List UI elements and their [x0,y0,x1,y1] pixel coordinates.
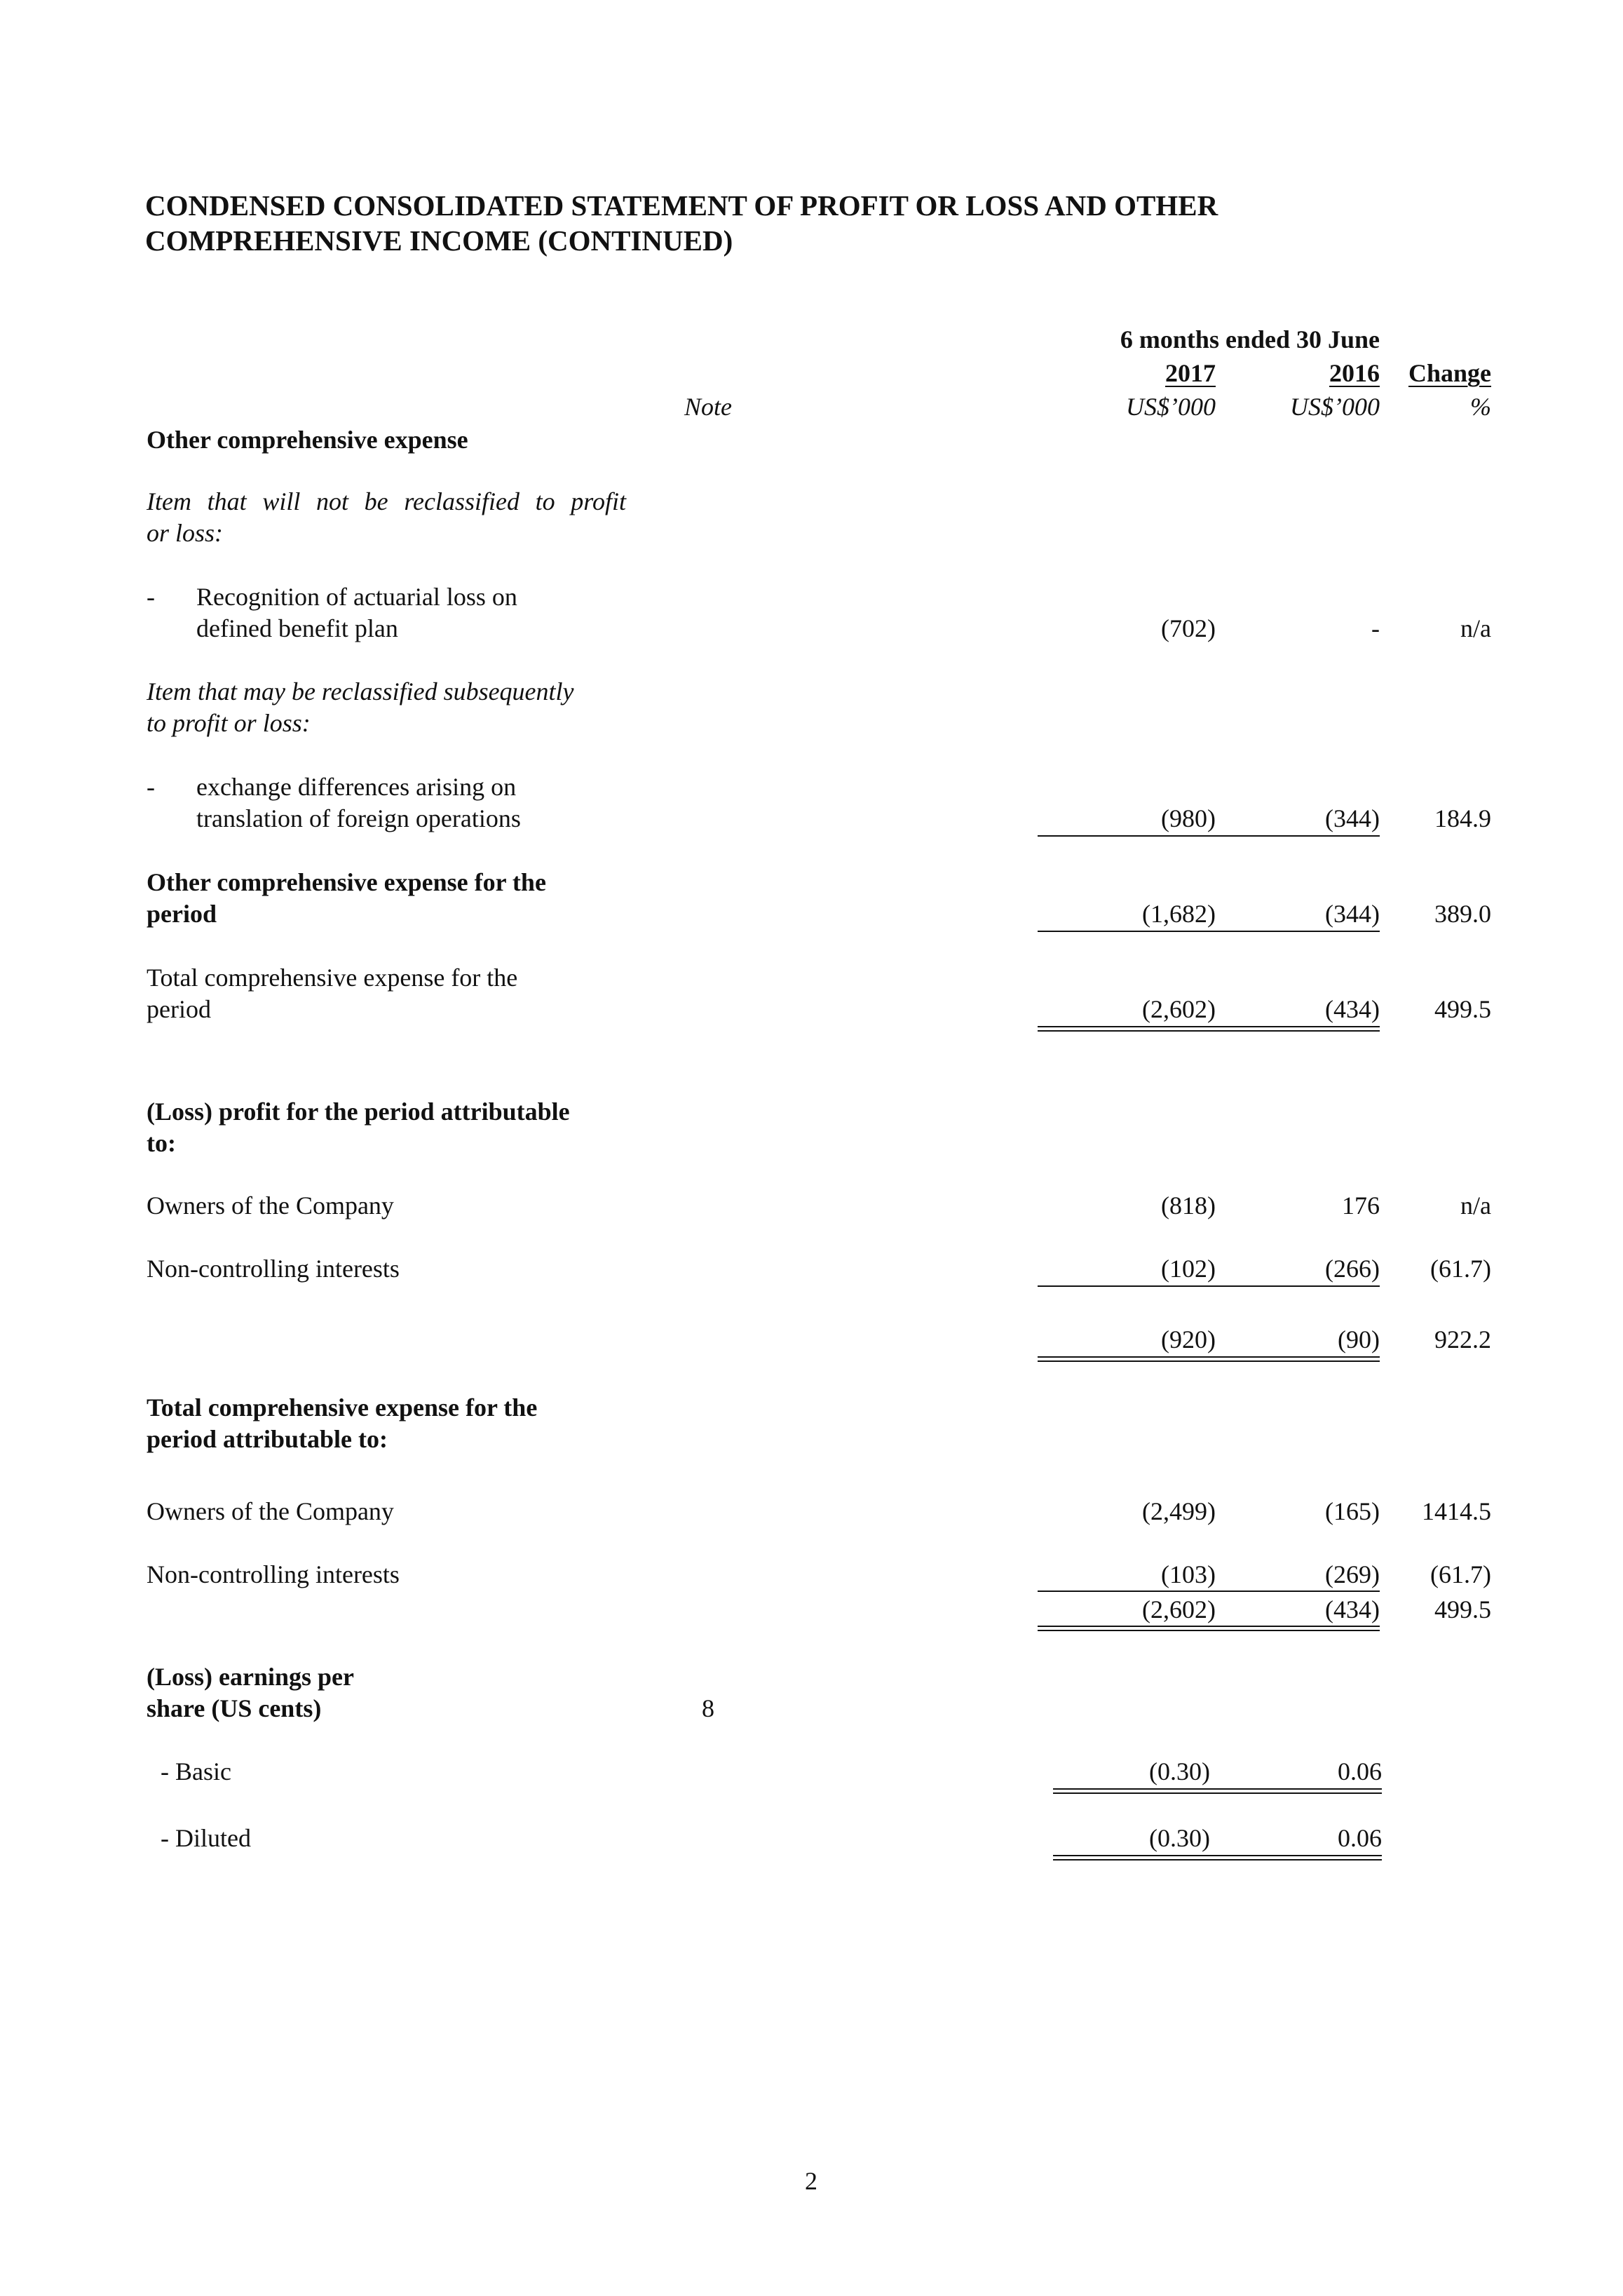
unit-change: % [1470,393,1491,421]
profit-total-double-underline [1038,1356,1380,1362]
tce-owners-2017: (2,499) [1142,1497,1216,1525]
tce-nci-2016: (269) [1325,1560,1380,1588]
note-header: Note [684,393,732,421]
not-reclassified-label-2: or loss: [147,519,224,547]
statement-title-line-2: COMPREHENSIVE INCOME (CONTINUED) [145,224,733,257]
tce-nci-2017: (103) [1161,1560,1216,1588]
profit-total-change: 922.2 [1434,1325,1491,1353]
tce-total-2016: (434) [1325,1595,1380,1623]
tce-2017: (2,602) [1142,995,1216,1023]
eps-diluted-2017: (0.30) [1149,1824,1210,1852]
tce-total-change: 499.5 [1434,1595,1491,1623]
actuarial-change: n/a [1460,614,1491,642]
eps-basic-label: - Basic [161,1757,231,1785]
actuarial-label-2: defined benefit plan [196,614,398,642]
tce-attr-heading-2: period attributable to: [147,1425,388,1453]
statement-title-line-1: CONDENSED CONSOLIDATED STATEMENT OF PROFIT OR LOSS AND OTHER [145,189,1218,222]
profit-owners-2017: (818) [1161,1191,1216,1220]
eps-basic-double-underline [1053,1788,1382,1794]
tce-nci-label: Non-controlling interests [147,1560,400,1588]
actuarial-2016: - [1371,614,1380,642]
tce-change: 499.5 [1434,995,1491,1023]
page-number: 2 [805,2167,817,2195]
tce-label-1: Total comprehensive expense for the [147,964,518,992]
eps-note-ref: 8 [702,1694,714,1722]
year-2017-header: 2017 [1165,359,1216,387]
tce-label-2: period [147,995,211,1023]
may-reclassified-label-1: Item that may be reclassified subsequently [147,677,574,705]
total-oce-label-2: period [147,900,217,928]
tce-owners-label: Owners of the Company [147,1497,394,1525]
tce-2016: (434) [1325,995,1380,1023]
exchange-label-2: translation of foreign operations [196,804,521,832]
tce-double-underline [1038,1026,1380,1032]
may-reclassified-label-2: to profit or loss: [147,709,311,737]
total-oce-change: 389.0 [1434,900,1491,928]
oce-heading: Other comprehensive expense [147,426,468,454]
total-oce-label-1: Other comprehensive expense for the [147,868,546,896]
eps-basic-2016: 0.06 [1338,1757,1382,1785]
actuarial-label-1: Recognition of actuarial loss on [196,583,517,611]
actuarial-bullet: - [147,583,155,611]
profit-nci-change: (61.7) [1430,1255,1491,1283]
tce-nci-change: (61.7) [1430,1560,1491,1588]
unit-2016: US$’000 [1290,393,1380,421]
change-header: Change [1408,359,1491,387]
tce-attr-heading-1: Total comprehensive expense for the [147,1393,538,1422]
year-2016-header: 2016 [1329,359,1380,387]
tce-nci-underline [1038,1591,1380,1592]
tce-total-double-underline [1038,1626,1380,1631]
eps-diluted-double-underline [1053,1855,1382,1861]
tce-owners-change: 1414.5 [1422,1497,1491,1525]
total-oce-underline [1038,931,1380,932]
profit-owners-change: n/a [1460,1191,1491,1220]
tce-total-2017: (2,602) [1142,1595,1216,1623]
profit-total-2016: (90) [1338,1325,1380,1353]
unit-2017: US$’000 [1126,393,1216,421]
eps-heading-1: (Loss) earnings per [147,1663,354,1691]
tce-owners-2016: (165) [1325,1497,1380,1525]
profit-nci-2016: (266) [1325,1255,1380,1283]
exchange-underline [1038,835,1380,837]
profit-owners-2016: 176 [1342,1191,1380,1220]
eps-heading-2: share (US cents) [147,1694,322,1722]
exchange-label-1: exchange differences arising on [196,773,517,801]
exchange-2017: (980) [1161,804,1216,832]
eps-diluted-2016: 0.06 [1338,1824,1382,1852]
profit-total-2017: (920) [1161,1325,1216,1353]
profit-attr-heading-2: to: [147,1129,176,1157]
eps-basic-2017: (0.30) [1149,1757,1210,1785]
exchange-2016: (344) [1325,804,1380,832]
actuarial-2017: (702) [1161,614,1216,642]
not-reclassified-label-1: Item that will not be reclassified to profit [147,487,626,515]
exchange-change: 184.9 [1434,804,1491,832]
profit-attr-heading-1: (Loss) profit for the period attributable [147,1098,570,1126]
exchange-bullet: - [147,773,155,801]
total-oce-2017: (1,682) [1142,900,1216,928]
profit-nci-2017: (102) [1161,1255,1216,1283]
eps-diluted-label: - Diluted [161,1824,251,1852]
profit-nci-label: Non-controlling interests [147,1255,400,1283]
period-header: 6 months ended 30 June [1120,325,1380,353]
total-oce-2016: (344) [1325,900,1380,928]
profit-owners-label: Owners of the Company [147,1191,394,1220]
profit-nci-underline [1038,1285,1380,1287]
